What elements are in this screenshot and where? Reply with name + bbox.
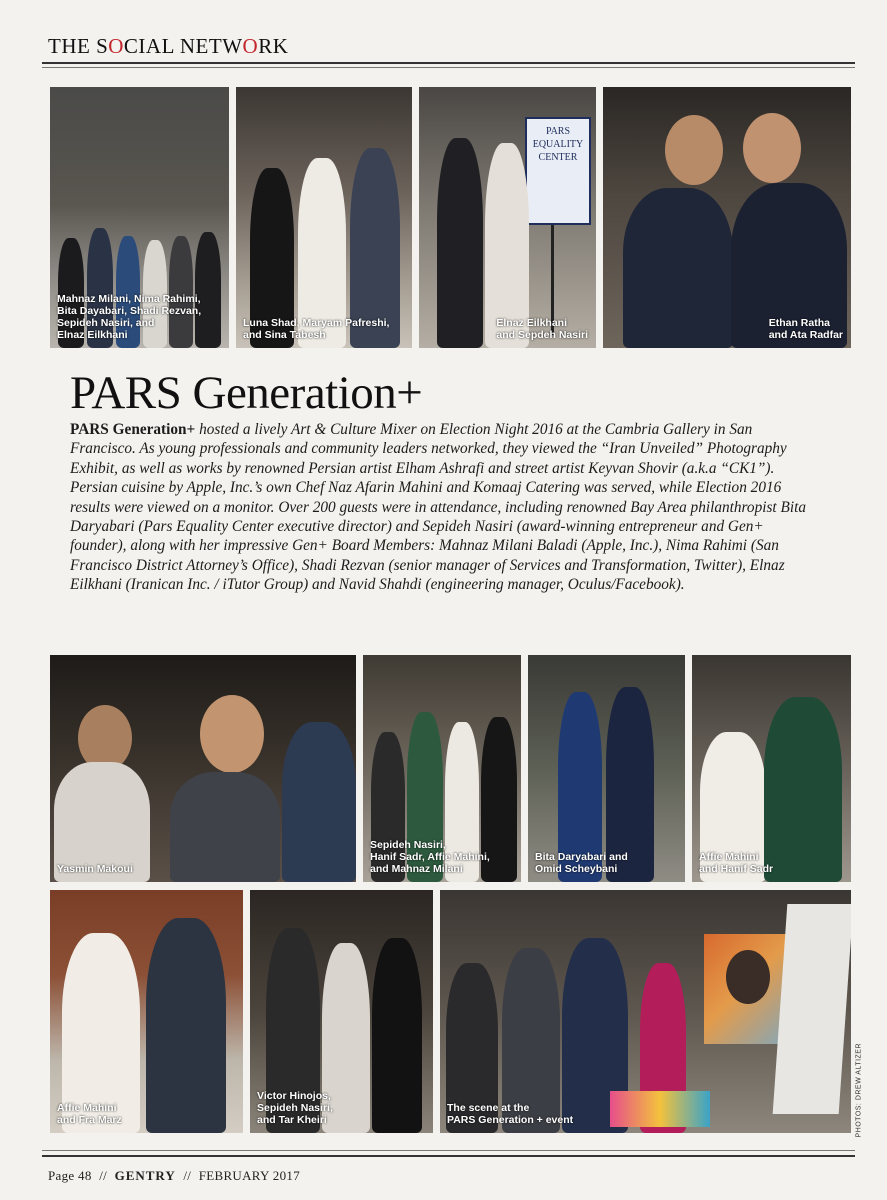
photo-caption: Yasmin Makoui: [57, 863, 133, 875]
page-folio: [48, 1168, 300, 1184]
article-lead: PARS Generation+: [70, 421, 196, 438]
folio-separator: //: [99, 1168, 108, 1183]
photo-caption: Elnaz Eilkhani and Sepdeh Nasiri: [496, 317, 588, 341]
header-rule-thin: [42, 67, 855, 68]
photo-pair-apron: [692, 655, 851, 882]
photo-caption: The scene at the PARS Generation + event: [447, 1102, 574, 1126]
photo-caption: Affie Mahini and Hanif Sadr: [699, 851, 774, 875]
photo-gallery-scene: [440, 890, 851, 1133]
photo-caption: Sepideh Nasiri, Hanif Sadr, Affie Mahini, and Mahnaz Milani: [370, 839, 490, 875]
magazine-name: GENTRY: [114, 1168, 176, 1183]
issue-date: FEBRUARY 2017: [198, 1168, 301, 1183]
easel-canvas: [773, 904, 851, 1114]
article-headline: PARS Generation+: [70, 367, 423, 419]
photo-pair-with-sign: [419, 87, 596, 348]
photo-trio: [236, 87, 412, 348]
photo-caption: Luna Shad, Maryam Pafreshi, and Sina Tabesh: [243, 317, 390, 341]
footer-rule: [42, 1155, 855, 1157]
footer-rule-thin: [42, 1150, 855, 1151]
photo-group-six: [50, 87, 229, 348]
photo-pair-blue-dress: [528, 655, 685, 882]
photo-crowd-smile: [50, 655, 356, 882]
photo-caption: Victor Hinojos, Sepideh Nasiri, and Tar Kheiri: [257, 1090, 333, 1126]
photo-group-four: [363, 655, 521, 882]
photo-caption: Ethan Ratha and Ata Radfar: [768, 317, 843, 341]
pars-equality-sign: PARS EQUALITY CENTER: [525, 117, 591, 225]
folio-separator: //: [183, 1168, 192, 1183]
page-number: Page 48: [48, 1168, 92, 1183]
photo-caption: Mahnaz Milani, Nima Rahimi, Bita Dayabari, Shadi Rezvan, Sepideh Nasiri, and Elnaz Eilkhani: [57, 293, 202, 341]
section-title: THE SOCIAL NETWORK: [48, 34, 289, 58]
article-body-text: hosted a lively Art & Culture Mixer on Election Night 2016 at the Cambria Gallery in San Francisco. As young professionals and community leaders networked, they viewed the “Iran Unveiled” Photography Exhibit, as well as works by renowned Persian artist Elham Ashrafi and street artist Keyvan Shovir (a.k.a “CK1”). Persian cuisine by Apple, Inc.’s own Chef Naz Afarin Mahini and Komaaj Catering was served, while Election 2016 results were viewed on a monitor. Over 200 guests were in attendance, including renowned Bay Area philanthropist Bita Daryabari (Pars Equality Center executive director) and Sepideh Nasiri (award-winning entrepreneur and Gen+ founder), along with her impressive Gen+ Board Members: Mahnaz Milani Baladi (Apple, Inc.), Nima Rahimi (San Francisco District Attorney’s Office), Shadi Rezvan (senior manager of Services and Transformation, Twitter), Elnaz Eilkhani (Iranican Inc. / iTutor Group) and Navid Shahdi (engineering manager, Oculus/Facebook).: [70, 421, 806, 594]
photo-two-men: [603, 87, 851, 348]
photo-caption: Bita Daryabari and Omid Scheybani: [535, 851, 628, 875]
article-body: [70, 420, 816, 595]
photo-pair-brick: [50, 890, 243, 1133]
colorful-seating: [610, 1091, 710, 1127]
photo-trio-night: [250, 890, 433, 1133]
photo-credit: PHOTOS: DREW ALTIZER: [855, 1042, 863, 1138]
photo-caption: Affie Mahini and Fra Marz: [57, 1102, 122, 1126]
header-rule: [42, 62, 855, 64]
